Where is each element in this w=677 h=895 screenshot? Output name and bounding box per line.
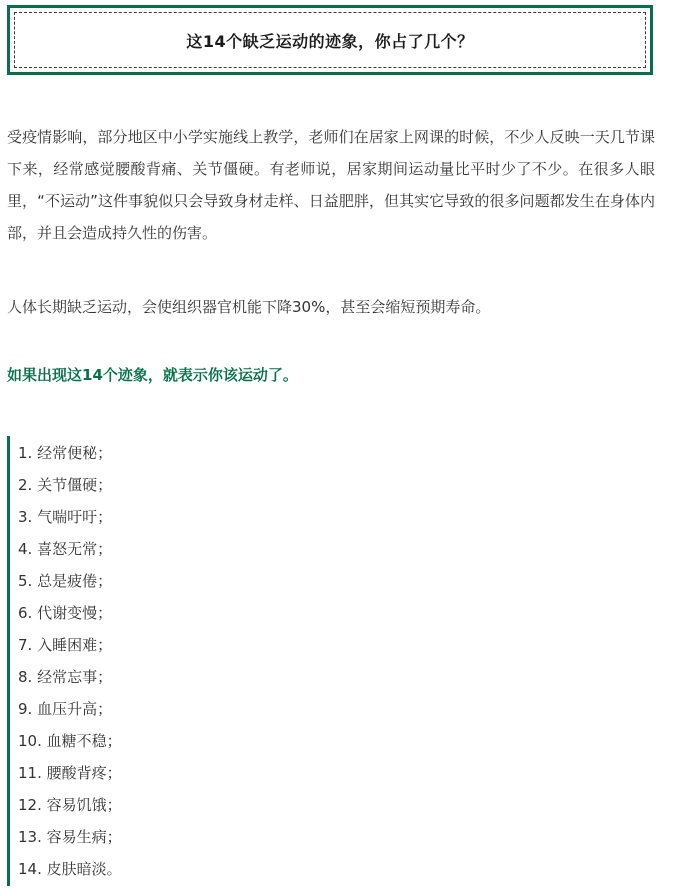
list-item: 11. 腰酸背疼； xyxy=(18,764,122,782)
list-item: 13. 容易生病； xyxy=(18,828,122,846)
list-item: 8. 经常忘事； xyxy=(18,668,113,686)
title-box xyxy=(7,5,653,75)
stat-paragraph: 人体长期缺乏运动，会使组织器官机能下降30%，甚至会缩短预期寿命。 xyxy=(7,298,491,316)
signs-list-block xyxy=(7,436,647,886)
article-title: 这14个缺乏运动的迹象，你占了几个？ xyxy=(186,31,474,51)
list-item: 3. 气喘吁吁； xyxy=(18,508,113,526)
title-inner-border xyxy=(14,12,646,68)
list-item: 2. 关节僵硬； xyxy=(18,476,113,494)
list-item: 10. 血糖不稳； xyxy=(18,732,122,750)
list-item: 7. 入睡困难； xyxy=(18,636,113,654)
list-item: 9. 血压升高； xyxy=(18,700,113,718)
signs-list xyxy=(10,437,647,885)
list-item: 4. 喜怒无常； xyxy=(18,540,113,558)
list-item: 1. 经常便秘； xyxy=(18,444,113,462)
intro-paragraph: 受疫情影响，部分地区中小学实施线上教学，老师们在居家上网课的时候，不少人反映一天几节课下来，经常感觉腰酸背痛、关节僵硬。有老师说，居家期间运动量比平时少了不少。在很多人眼里，“不运动”这件事貌似只会导致身材走样、日益肥胖，但其实它导致的很多问题都发生在身体内部，并且会造成持久性的伤害。 xyxy=(7,128,655,242)
list-item: 5. 总是疲倦； xyxy=(18,572,113,590)
highlight-heading: 如果出现这14个迹象，就表示你该运动了。 xyxy=(7,366,298,384)
list-item: 14. 皮肤暗淡。 xyxy=(18,860,122,878)
list-item: 6. 代谢变慢； xyxy=(18,604,113,622)
list-item: 12. 容易饥饿； xyxy=(18,796,122,814)
